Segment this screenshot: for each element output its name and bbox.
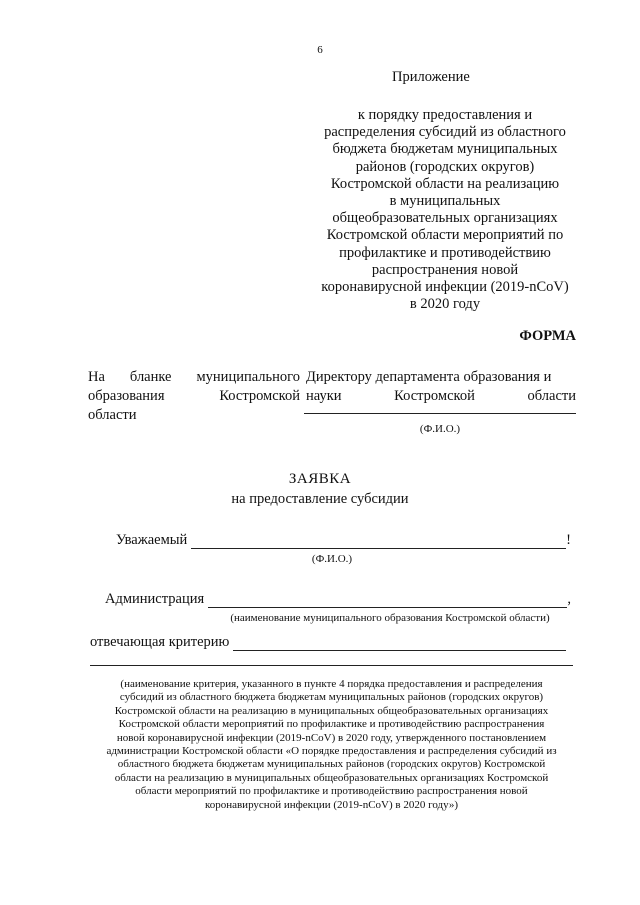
administration-name-field[interactable] xyxy=(208,595,567,608)
criterion-caption-line: областного бюджета бюджетам муниципальных районов (городских округов) Костромской xyxy=(117,758,546,771)
addressee-word: науки xyxy=(306,388,342,404)
addressee-word: области xyxy=(527,388,576,404)
criterion-caption-line: Костромской области на реализацию в муниципальных общеобразовательных организациях xyxy=(114,704,549,717)
criterion-field-continuation[interactable] xyxy=(90,665,573,666)
form-label: ФОРМА xyxy=(519,328,576,344)
administration-row xyxy=(105,591,571,608)
criterion-caption-line: субсидий из областного бюджета бюджетам муниципальных районов (городских округов) xyxy=(119,691,544,704)
criterion-caption-line: администрации Костромской области «О порядке предоставления и распределения субсидий из xyxy=(106,745,557,758)
appendix-title: Приложение xyxy=(392,69,470,85)
criterion-caption-line: коронавирусной инфекции (2019-nCoV) в 2020 году») xyxy=(204,798,459,811)
letterhead-note-line xyxy=(88,387,300,406)
administration-caption: (наименование муниципального образования Костромской области) xyxy=(230,612,550,624)
appendix-subtitle-line: в 2020 году xyxy=(409,296,481,313)
criterion-caption-line: Костромской области мероприятий по профилактике и противодействию распространения xyxy=(118,718,545,731)
appendix-subtitle-line: бюджета бюджетам муниципальных xyxy=(332,141,558,158)
criterion-caption xyxy=(90,678,573,812)
letterhead-note-line xyxy=(88,368,300,387)
appendix-subtitle xyxy=(300,107,590,313)
appendix-subtitle-line: коронавирусной инфекции (2019-nCoV) xyxy=(321,279,569,296)
criterion-caption-line: новой коронавирусной инфекции (2019-nCoV) в 2020 году, утвержденного постановлением xyxy=(116,731,547,744)
greeting-label: Уважаемый xyxy=(116,532,188,548)
document-subtitle: на предоставление субсидии xyxy=(231,491,409,507)
letterhead-word: Костромской xyxy=(219,388,300,404)
criterion-label: отвечающая критерию xyxy=(90,634,230,650)
appendix-subtitle-line: распространения новой xyxy=(371,261,519,278)
criterion-caption-line: области на реализацию в муниципальных общеобразовательных организациях Костромской xyxy=(114,771,549,784)
appendix-subtitle-line: в муниципальных xyxy=(389,193,501,210)
appendix-subtitle-line: Костромской области мероприятий по xyxy=(326,227,564,244)
addressee-fio-caption: (Ф.И.О.) xyxy=(419,423,461,435)
addressee-word: Костромской xyxy=(394,388,475,404)
greeting-fio-caption: (Ф.И.О.) xyxy=(311,553,353,565)
appendix-subtitle-line: Костромской области на реализацию xyxy=(330,175,560,192)
addressee-line xyxy=(306,387,576,406)
letterhead-word: бланке xyxy=(129,369,172,385)
letterhead-word: муниципального xyxy=(196,369,300,385)
greeting-exclamation: ! xyxy=(566,532,571,548)
greeting-row xyxy=(116,532,571,549)
criterion-caption-line: области мероприятий по профилактике и противодействию распространения новой xyxy=(135,785,528,798)
addressee-name-field[interactable] xyxy=(304,413,576,414)
criterion-caption-line: (наименование критерия, указанного в пункте 4 порядка предоставления и распределения xyxy=(120,678,543,690)
letterhead-note xyxy=(88,368,300,425)
administration-label: Администрация xyxy=(105,591,205,607)
appendix-subtitle-line: профилактике и противодействию xyxy=(339,244,551,261)
addressee-block xyxy=(306,368,576,406)
addressee-line: Директору департамента образования и xyxy=(306,369,552,385)
administration-comma: , xyxy=(567,591,571,607)
letterhead-word: образования xyxy=(88,388,165,404)
appendix-subtitle-line: районов (городских округов) xyxy=(355,158,535,175)
letterhead-word: На xyxy=(88,369,105,385)
greeting-name-field[interactable] xyxy=(191,536,566,549)
criterion-row xyxy=(90,634,566,651)
appendix-subtitle-line: общеобразовательных организациях xyxy=(332,210,558,227)
appendix-subtitle-line: к порядку предоставления и xyxy=(357,107,533,123)
letterhead-note-line: области xyxy=(88,407,137,423)
appendix-subtitle-line: распределения субсидий из областного xyxy=(324,124,566,141)
page-number: 6 xyxy=(317,44,323,56)
criterion-field[interactable] xyxy=(233,638,566,651)
document-title: ЗАЯВКА xyxy=(288,471,352,487)
